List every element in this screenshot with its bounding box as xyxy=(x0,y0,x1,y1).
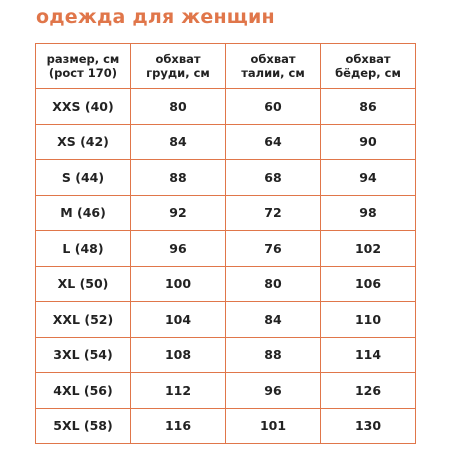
table-row xyxy=(36,266,416,302)
cell-hips: 102 xyxy=(321,231,416,267)
table-row xyxy=(36,373,416,409)
header-size-line1: размер, см xyxy=(46,52,120,66)
cell-size: 4XL (56) xyxy=(36,373,131,409)
cell-size: XS (42) xyxy=(36,124,131,160)
table-row xyxy=(36,124,416,160)
table-header-row xyxy=(36,44,416,89)
cell-bust: 104 xyxy=(131,302,226,338)
header-waist xyxy=(226,44,321,89)
cell-waist: 84 xyxy=(226,302,321,338)
cell-size: S (44) xyxy=(36,160,131,196)
header-hips xyxy=(321,44,416,89)
cell-bust: 100 xyxy=(131,266,226,302)
size-chart-table xyxy=(35,43,416,444)
header-size xyxy=(36,44,131,89)
cell-hips: 90 xyxy=(321,124,416,160)
cell-bust: 84 xyxy=(131,124,226,160)
cell-bust: 116 xyxy=(131,408,226,444)
cell-waist: 76 xyxy=(226,231,321,267)
cell-size: L (48) xyxy=(36,231,131,267)
cell-hips: 114 xyxy=(321,337,416,373)
cell-hips: 110 xyxy=(321,302,416,338)
cell-bust: 112 xyxy=(131,373,226,409)
cell-size: XXS (40) xyxy=(36,89,131,125)
header-waist-line1: обхват xyxy=(250,52,296,66)
cell-hips: 86 xyxy=(321,89,416,125)
cell-waist: 96 xyxy=(226,373,321,409)
cell-waist: 68 xyxy=(226,160,321,196)
cell-waist: 80 xyxy=(226,266,321,302)
page-title: одежда для женщин xyxy=(36,6,275,28)
cell-hips: 126 xyxy=(321,373,416,409)
table-row xyxy=(36,337,416,373)
cell-bust: 96 xyxy=(131,231,226,267)
cell-size: M (46) xyxy=(36,195,131,231)
cell-hips: 98 xyxy=(321,195,416,231)
cell-waist: 101 xyxy=(226,408,321,444)
cell-hips: 94 xyxy=(321,160,416,196)
cell-bust: 80 xyxy=(131,89,226,125)
cell-size: 5XL (58) xyxy=(36,408,131,444)
table-row xyxy=(36,302,416,338)
table-row xyxy=(36,89,416,125)
cell-bust: 108 xyxy=(131,337,226,373)
cell-waist: 60 xyxy=(226,89,321,125)
cell-bust: 88 xyxy=(131,160,226,196)
table-row xyxy=(36,231,416,267)
cell-size: XXL (52) xyxy=(36,302,131,338)
cell-size: 3XL (54) xyxy=(36,337,131,373)
header-size-line2: (рост 170) xyxy=(48,66,118,80)
table-row xyxy=(36,160,416,196)
header-waist-line2: талии, см xyxy=(241,66,305,80)
header-bust-line2: груди, см xyxy=(146,66,210,80)
cell-size: XL (50) xyxy=(36,266,131,302)
table-row xyxy=(36,195,416,231)
header-hips-line2: бёдер, см xyxy=(335,66,401,80)
header-bust xyxy=(131,44,226,89)
table-row xyxy=(36,408,416,444)
cell-hips: 130 xyxy=(321,408,416,444)
header-hips-line1: обхват xyxy=(345,52,391,66)
cell-waist: 88 xyxy=(226,337,321,373)
cell-waist: 64 xyxy=(226,124,321,160)
header-bust-line1: обхват xyxy=(155,52,201,66)
cell-hips: 106 xyxy=(321,266,416,302)
cell-bust: 92 xyxy=(131,195,226,231)
cell-waist: 72 xyxy=(226,195,321,231)
